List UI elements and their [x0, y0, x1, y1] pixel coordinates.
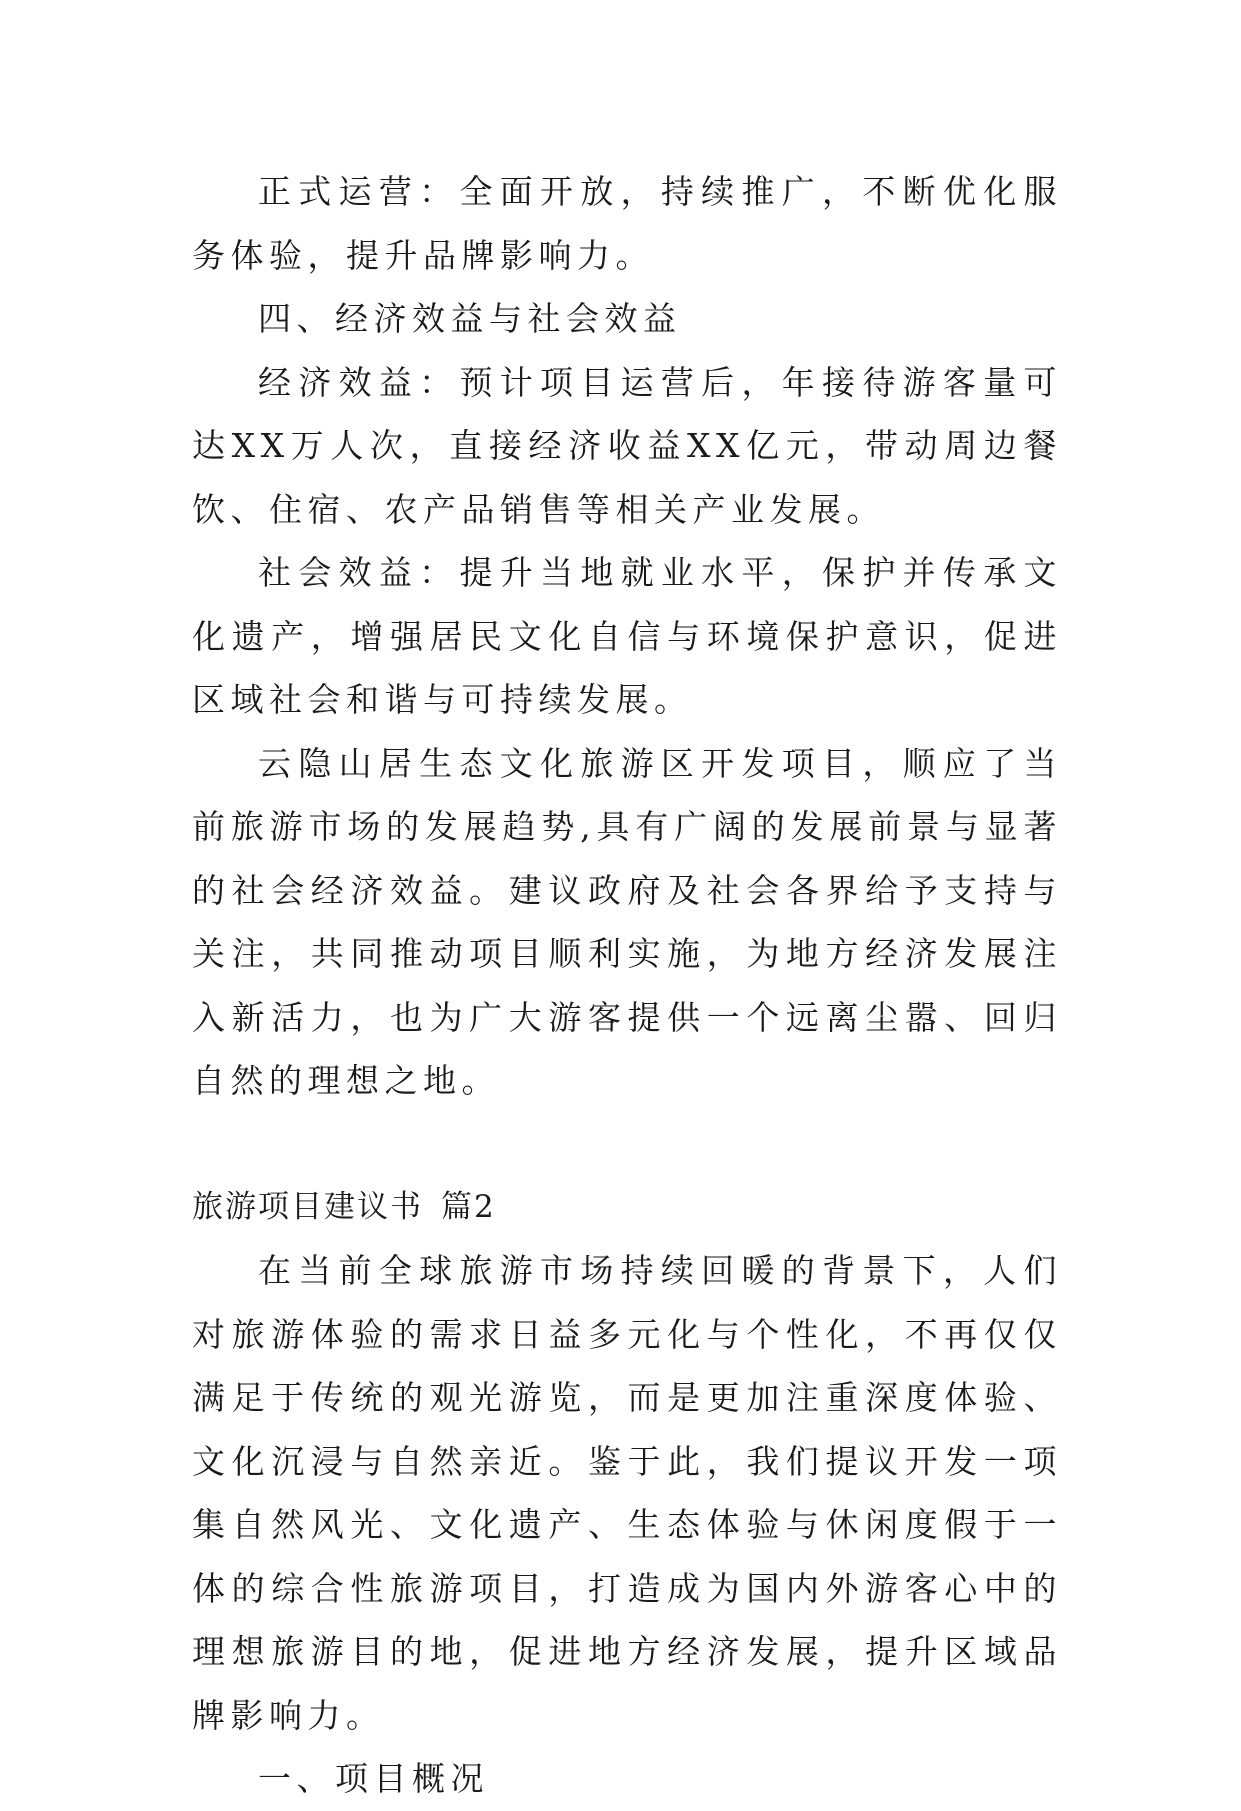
paragraph-formal-operation: 正式运营：全面开放，持续推广，不断优化服务体验，提升品牌影响力。 [192, 172, 1062, 275]
part-title-text: 旅游项目建议书 [192, 1188, 423, 1225]
paragraph-social-benefits: 社会效益：提升当地就业水平，保护并传承文化遗产，增强居民文化自信与环境保护意识，促进区域社会和谐与可持续发展。 [192, 553, 1062, 719]
document-body [192, 160, 1062, 1811]
section-gap [192, 1113, 1062, 1176]
part-title-suffix: 篇2 [441, 1188, 496, 1225]
paragraph-conclusion: 云隐山居生态文化旅游区开发项目，顺应了当前旅游市场的发展趋势,具有广阔的发展前景与显著的社会经济效益。建议政府及社会各界给予支持与关注，共同推动项目顺利实施，为地方经济发展注入新活力，也为广大游客提供一个远离尘嚣、回归自然的理想之地。 [192, 743, 1062, 1100]
paragraph-introduction: 在当前全球旅游市场持续回暖的背景下，人们对旅游体验的需求日益多元化与个性化，不再仅仅满足于传统的观光游览，而是更加注重深度体验、文化沉浸与自然亲近。鉴于此，我们提议开发一项集自然风光、文化遗产、生态体验与休闲度假于一体的综合性旅游项目，打造成为国内外游客心中的理想旅游目的地，促进地方经济发展，提升区域品牌影响力。 [192, 1251, 1062, 1735]
section-heading-benefits: 四、经济效益与社会效益 [258, 299, 682, 338]
document-part-title [192, 1176, 1062, 1240]
section-heading-project-overview: 一、项目概况 [258, 1759, 489, 1798]
paragraph-economic-benefits: 经济效益：预计项目运营后，年接待游客量可达XX万人次，直接经济收益XX亿元，带动周边餐饮、住宿、农产品销售等相关产业发展。 [192, 362, 1062, 529]
